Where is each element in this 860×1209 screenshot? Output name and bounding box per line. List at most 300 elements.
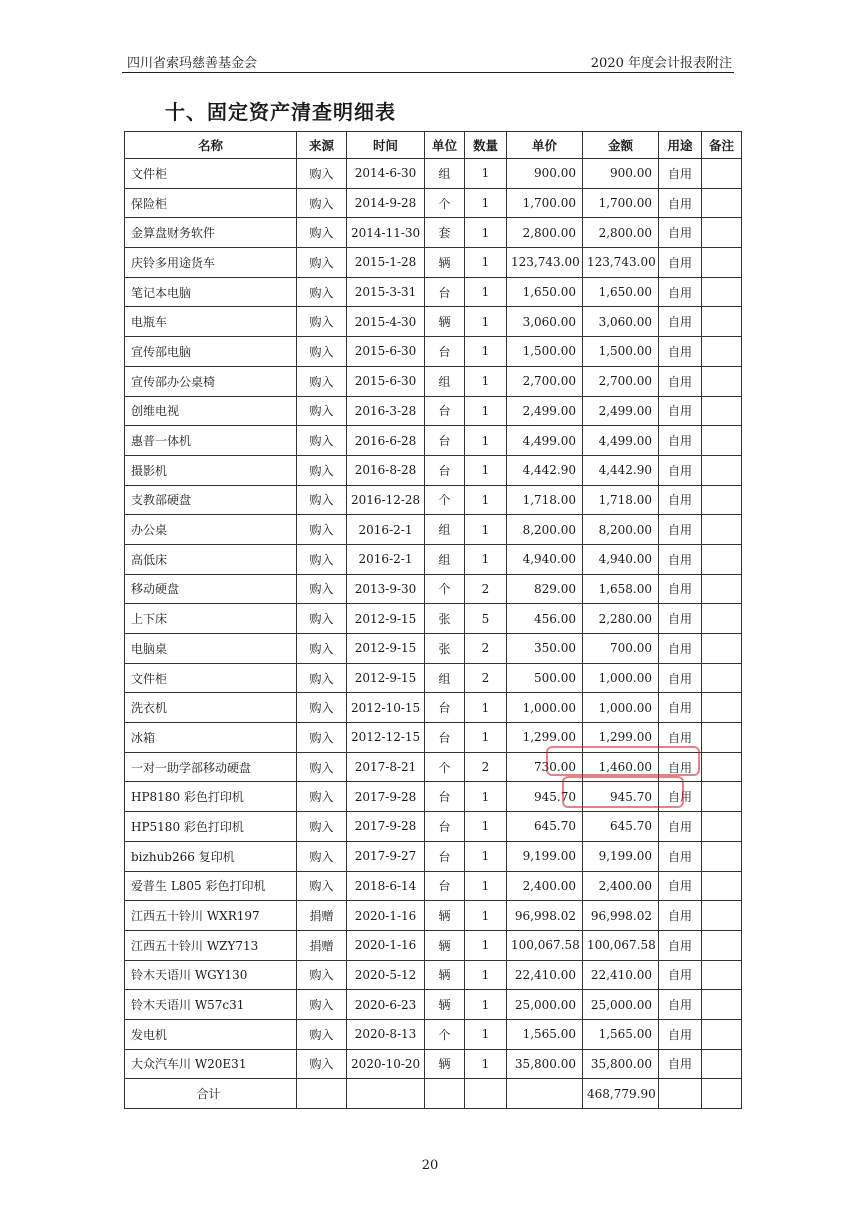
- cell-quantity: 1: [465, 871, 507, 901]
- cell-source: 购入: [297, 663, 347, 693]
- cell-date: 2015-6-30: [347, 337, 425, 367]
- cell-note: [702, 396, 742, 426]
- cell-quantity: 1: [465, 841, 507, 871]
- cell-source: 购入: [297, 159, 347, 189]
- cell-quantity: 1: [465, 396, 507, 426]
- cell-use: 自用: [659, 396, 702, 426]
- cell-source: 购入: [297, 990, 347, 1020]
- cell-amount: 945.70: [583, 782, 659, 812]
- cell-unit: 台: [425, 693, 465, 723]
- cell-price: 25,000.00: [507, 990, 583, 1020]
- cell-price: 3,060.00: [507, 307, 583, 337]
- cell-name: 爱普生 L805 彩色打印机: [125, 871, 297, 901]
- cell-quantity: 2: [465, 634, 507, 664]
- cell-use: 自用: [659, 337, 702, 367]
- cell-quantity: 5: [465, 604, 507, 634]
- cell-unit: 张: [425, 604, 465, 634]
- cell-source: 购入: [297, 812, 347, 842]
- cell-use: 自用: [659, 277, 702, 307]
- total-cell-empty: [297, 1079, 347, 1109]
- cell-price: 1,299.00: [507, 723, 583, 753]
- cell-price: 945.70: [507, 782, 583, 812]
- cell-name: 电瓶车: [125, 307, 297, 337]
- cell-source: 购入: [297, 455, 347, 485]
- cell-unit: 组: [425, 159, 465, 189]
- cell-amount: 1,460.00: [583, 752, 659, 782]
- section-title: 十、固定资产清查明细表: [165, 100, 396, 124]
- cell-quantity: 1: [465, 218, 507, 248]
- table-header-row: [125, 132, 742, 159]
- cell-source: 购入: [297, 841, 347, 871]
- total-cell-empty: [507, 1079, 583, 1109]
- cell-name: 笔记本电脑: [125, 277, 297, 307]
- cell-date: 2020-1-16: [347, 930, 425, 960]
- cell-source: 购入: [297, 277, 347, 307]
- table-row: [125, 1049, 742, 1079]
- column-header-use: 用途: [659, 132, 702, 159]
- cell-note: [702, 455, 742, 485]
- table-row: [125, 723, 742, 753]
- cell-amount: 4,499.00: [583, 426, 659, 456]
- cell-price: 1,700.00: [507, 188, 583, 218]
- cell-note: [702, 1019, 742, 1049]
- cell-price: 350.00: [507, 634, 583, 664]
- report-name: 2020 年度会计报表附注: [590, 56, 732, 71]
- table-row: [125, 960, 742, 990]
- total-label: 合计: [125, 1079, 297, 1109]
- cell-source: 购入: [297, 574, 347, 604]
- cell-source: 购入: [297, 1049, 347, 1079]
- cell-amount: 35,800.00: [583, 1049, 659, 1079]
- cell-source: 购入: [297, 218, 347, 248]
- cell-amount: 25,000.00: [583, 990, 659, 1020]
- cell-price: 22,410.00: [507, 960, 583, 990]
- cell-date: 2016-3-28: [347, 396, 425, 426]
- cell-date: 2013-9-30: [347, 574, 425, 604]
- column-header-date: 时间: [347, 132, 425, 159]
- cell-use: 自用: [659, 990, 702, 1020]
- cell-note: [702, 337, 742, 367]
- cell-use: 自用: [659, 841, 702, 871]
- cell-name: 宣传部电脑: [125, 337, 297, 367]
- table-row: [125, 366, 742, 396]
- total-cell-empty: [425, 1079, 465, 1109]
- table-row: [125, 841, 742, 871]
- cell-date: 2015-1-28: [347, 248, 425, 278]
- cell-quantity: 1: [465, 901, 507, 931]
- cell-name: 大众汽车川 W20E31: [125, 1049, 297, 1079]
- cell-note: [702, 515, 742, 545]
- cell-quantity: 1: [465, 426, 507, 456]
- cell-source: 购入: [297, 604, 347, 634]
- cell-unit: 个: [425, 1019, 465, 1049]
- cell-use: 自用: [659, 1019, 702, 1049]
- cell-amount: 2,280.00: [583, 604, 659, 634]
- cell-unit: 台: [425, 723, 465, 753]
- table-row: [125, 990, 742, 1020]
- cell-note: [702, 159, 742, 189]
- table-row: [125, 159, 742, 189]
- cell-name: 支教部硬盘: [125, 485, 297, 515]
- cell-name: 办公桌: [125, 515, 297, 545]
- cell-unit: 个: [425, 752, 465, 782]
- cell-amount: 2,700.00: [583, 366, 659, 396]
- cell-note: [702, 485, 742, 515]
- table-row: [125, 1019, 742, 1049]
- cell-note: [702, 841, 742, 871]
- cell-quantity: 1: [465, 277, 507, 307]
- total-cell-empty: [659, 1079, 702, 1109]
- cell-price: 730.00: [507, 752, 583, 782]
- column-header-quantity: 数量: [465, 132, 507, 159]
- cell-use: 自用: [659, 871, 702, 901]
- cell-unit: 个: [425, 188, 465, 218]
- cell-quantity: 1: [465, 485, 507, 515]
- table-row: [125, 663, 742, 693]
- cell-date: 2016-2-1: [347, 515, 425, 545]
- cell-source: 购入: [297, 1019, 347, 1049]
- cell-quantity: 1: [465, 188, 507, 218]
- cell-price: 96,998.02: [507, 901, 583, 931]
- cell-unit: 台: [425, 871, 465, 901]
- cell-use: 自用: [659, 634, 702, 664]
- cell-date: 2016-8-28: [347, 455, 425, 485]
- cell-source: 捐赠: [297, 930, 347, 960]
- cell-date: 2014-11-30: [347, 218, 425, 248]
- cell-amount: 900.00: [583, 159, 659, 189]
- cell-amount: 1,565.00: [583, 1019, 659, 1049]
- cell-date: 2015-3-31: [347, 277, 425, 307]
- cell-unit: 辆: [425, 1049, 465, 1079]
- cell-source: 购入: [297, 485, 347, 515]
- table-row: [125, 812, 742, 842]
- table-row: [125, 693, 742, 723]
- cell-unit: 张: [425, 634, 465, 664]
- header-rule: [122, 72, 734, 73]
- page-number: 20: [421, 1158, 439, 1173]
- cell-note: [702, 1049, 742, 1079]
- cell-date: 2017-8-21: [347, 752, 425, 782]
- cell-source: 购入: [297, 366, 347, 396]
- table-row: [125, 544, 742, 574]
- cell-quantity: 1: [465, 159, 507, 189]
- cell-use: 自用: [659, 960, 702, 990]
- table-row: [125, 782, 742, 812]
- cell-unit: 组: [425, 515, 465, 545]
- cell-date: 2020-6-23: [347, 990, 425, 1020]
- cell-use: 自用: [659, 366, 702, 396]
- cell-price: 2,800.00: [507, 218, 583, 248]
- cell-note: [702, 990, 742, 1020]
- cell-date: 2014-9-28: [347, 188, 425, 218]
- table-row: [125, 901, 742, 931]
- cell-source: 购入: [297, 782, 347, 812]
- cell-note: [702, 574, 742, 604]
- cell-name: 电脑桌: [125, 634, 297, 664]
- table-row: [125, 188, 742, 218]
- cell-use: 自用: [659, 723, 702, 753]
- fixed-asset-table: [124, 131, 742, 1109]
- cell-date: 2012-12-15: [347, 723, 425, 753]
- cell-unit: 个: [425, 485, 465, 515]
- cell-use: 自用: [659, 930, 702, 960]
- cell-note: [702, 782, 742, 812]
- cell-name: 移动硬盘: [125, 574, 297, 604]
- table-row: [125, 485, 742, 515]
- table-row: [125, 396, 742, 426]
- cell-price: 8,200.00: [507, 515, 583, 545]
- cell-name: 发电机: [125, 1019, 297, 1049]
- page-header: [127, 50, 732, 72]
- cell-source: 购入: [297, 871, 347, 901]
- cell-unit: 组: [425, 663, 465, 693]
- table-row: [125, 307, 742, 337]
- cell-use: 自用: [659, 455, 702, 485]
- cell-source: 捐赠: [297, 901, 347, 931]
- cell-quantity: 1: [465, 1019, 507, 1049]
- cell-price: 4,940.00: [507, 544, 583, 574]
- cell-note: [702, 634, 742, 664]
- cell-source: 购入: [297, 337, 347, 367]
- cell-unit: 台: [425, 455, 465, 485]
- cell-name: 创维电视: [125, 396, 297, 426]
- cell-use: 自用: [659, 1049, 702, 1079]
- column-header-note: 备注: [702, 132, 742, 159]
- cell-quantity: 1: [465, 1049, 507, 1079]
- cell-source: 购入: [297, 426, 347, 456]
- cell-quantity: 1: [465, 990, 507, 1020]
- cell-date: 2012-9-15: [347, 604, 425, 634]
- cell-source: 购入: [297, 396, 347, 426]
- table-row: [125, 455, 742, 485]
- cell-source: 购入: [297, 515, 347, 545]
- cell-price: 35,800.00: [507, 1049, 583, 1079]
- cell-quantity: 1: [465, 307, 507, 337]
- cell-name: 铃木天语川 W57c31: [125, 990, 297, 1020]
- cell-source: 购入: [297, 188, 347, 218]
- cell-name: 摄影机: [125, 455, 297, 485]
- cell-amount: 645.70: [583, 812, 659, 842]
- cell-price: 1,565.00: [507, 1019, 583, 1049]
- cell-use: 自用: [659, 515, 702, 545]
- cell-amount: 1,299.00: [583, 723, 659, 753]
- cell-quantity: 1: [465, 812, 507, 842]
- cell-date: 2017-9-27: [347, 841, 425, 871]
- cell-unit: 台: [425, 396, 465, 426]
- cell-note: [702, 693, 742, 723]
- cell-price: 1,000.00: [507, 693, 583, 723]
- cell-note: [702, 426, 742, 456]
- cell-unit: 台: [425, 812, 465, 842]
- cell-date: 2018-6-14: [347, 871, 425, 901]
- cell-source: 购入: [297, 634, 347, 664]
- total-row: [125, 1079, 742, 1109]
- cell-price: 2,400.00: [507, 871, 583, 901]
- cell-unit: 辆: [425, 307, 465, 337]
- cell-use: 自用: [659, 426, 702, 456]
- cell-note: [702, 366, 742, 396]
- cell-amount: 9,199.00: [583, 841, 659, 871]
- cell-date: 2012-10-15: [347, 693, 425, 723]
- cell-price: 1,650.00: [507, 277, 583, 307]
- table-row: [125, 337, 742, 367]
- cell-amount: 4,940.00: [583, 544, 659, 574]
- cell-price: 829.00: [507, 574, 583, 604]
- cell-quantity: 2: [465, 574, 507, 604]
- total-cell-empty: [347, 1079, 425, 1109]
- cell-quantity: 1: [465, 455, 507, 485]
- total-cell-empty: [702, 1079, 742, 1109]
- cell-date: 2016-6-28: [347, 426, 425, 456]
- cell-price: 123,743.00: [507, 248, 583, 278]
- cell-amount: 4,442.90: [583, 455, 659, 485]
- cell-amount: 1,650.00: [583, 277, 659, 307]
- cell-use: 自用: [659, 307, 702, 337]
- cell-note: [702, 663, 742, 693]
- cell-use: 自用: [659, 752, 702, 782]
- cell-source: 购入: [297, 693, 347, 723]
- cell-amount: 2,800.00: [583, 218, 659, 248]
- cell-use: 自用: [659, 574, 702, 604]
- cell-use: 自用: [659, 544, 702, 574]
- column-header-price: 单价: [507, 132, 583, 159]
- cell-use: 自用: [659, 485, 702, 515]
- cell-price: 900.00: [507, 159, 583, 189]
- cell-note: [702, 604, 742, 634]
- cell-name: 江西五十铃川 WXR197: [125, 901, 297, 931]
- cell-unit: 辆: [425, 990, 465, 1020]
- cell-quantity: 1: [465, 515, 507, 545]
- cell-date: 2014-6-30: [347, 159, 425, 189]
- cell-use: 自用: [659, 604, 702, 634]
- cell-note: [702, 248, 742, 278]
- cell-price: 2,499.00: [507, 396, 583, 426]
- cell-note: [702, 812, 742, 842]
- cell-use: 自用: [659, 218, 702, 248]
- cell-quantity: 1: [465, 693, 507, 723]
- cell-use: 自用: [659, 782, 702, 812]
- total-amount: 468,779.90: [583, 1079, 659, 1109]
- cell-amount: 100,067.58: [583, 930, 659, 960]
- table-row: [125, 752, 742, 782]
- cell-quantity: 1: [465, 723, 507, 753]
- cell-amount: 96,998.02: [583, 901, 659, 931]
- cell-amount: 1,718.00: [583, 485, 659, 515]
- column-header-unit: 单位: [425, 132, 465, 159]
- cell-name: 保险柜: [125, 188, 297, 218]
- cell-name: 上下床: [125, 604, 297, 634]
- cell-price: 1,718.00: [507, 485, 583, 515]
- cell-name: 宣传部办公桌椅: [125, 366, 297, 396]
- cell-note: [702, 901, 742, 931]
- cell-date: 2015-6-30: [347, 366, 425, 396]
- column-header-name: 名称: [125, 132, 297, 159]
- cell-unit: 台: [425, 426, 465, 456]
- cell-quantity: 1: [465, 337, 507, 367]
- cell-note: [702, 544, 742, 574]
- cell-unit: 台: [425, 841, 465, 871]
- cell-name: HP8180 彩色打印机: [125, 782, 297, 812]
- cell-source: 购入: [297, 723, 347, 753]
- cell-name: 文件柜: [125, 159, 297, 189]
- table-row: [125, 426, 742, 456]
- cell-unit: 台: [425, 277, 465, 307]
- cell-note: [702, 218, 742, 248]
- cell-use: 自用: [659, 188, 702, 218]
- cell-amount: 1,700.00: [583, 188, 659, 218]
- cell-price: 9,199.00: [507, 841, 583, 871]
- cell-amount: 1,500.00: [583, 337, 659, 367]
- cell-note: [702, 277, 742, 307]
- total-cell-empty: [465, 1079, 507, 1109]
- cell-unit: 个: [425, 574, 465, 604]
- cell-quantity: 1: [465, 782, 507, 812]
- table-row: [125, 248, 742, 278]
- cell-quantity: 1: [465, 960, 507, 990]
- cell-price: 4,442.90: [507, 455, 583, 485]
- cell-name: 洗衣机: [125, 693, 297, 723]
- cell-date: 2016-12-28: [347, 485, 425, 515]
- cell-use: 自用: [659, 693, 702, 723]
- cell-price: 1,500.00: [507, 337, 583, 367]
- cell-quantity: 1: [465, 366, 507, 396]
- cell-note: [702, 307, 742, 337]
- table-row: [125, 871, 742, 901]
- cell-name: 金算盘财务软件: [125, 218, 297, 248]
- cell-source: 购入: [297, 307, 347, 337]
- cell-date: 2016-2-1: [347, 544, 425, 574]
- table-row: [125, 515, 742, 545]
- column-header-amount: 金额: [583, 132, 659, 159]
- cell-date: 2015-4-30: [347, 307, 425, 337]
- cell-quantity: 2: [465, 752, 507, 782]
- cell-unit: 组: [425, 366, 465, 396]
- cell-amount: 123,743.00: [583, 248, 659, 278]
- table-row: [125, 277, 742, 307]
- cell-name: bizhub266 复印机: [125, 841, 297, 871]
- cell-price: 645.70: [507, 812, 583, 842]
- cell-unit: 套: [425, 218, 465, 248]
- cell-amount: 700.00: [583, 634, 659, 664]
- cell-amount: 1,000.00: [583, 663, 659, 693]
- cell-source: 购入: [297, 960, 347, 990]
- cell-amount: 1,000.00: [583, 693, 659, 723]
- cell-price: 100,067.58: [507, 930, 583, 960]
- cell-note: [702, 960, 742, 990]
- cell-date: 2020-1-16: [347, 901, 425, 931]
- cell-unit: 组: [425, 544, 465, 574]
- cell-note: [702, 752, 742, 782]
- cell-quantity: 2: [465, 663, 507, 693]
- cell-name: HP5180 彩色打印机: [125, 812, 297, 842]
- cell-note: [702, 871, 742, 901]
- cell-name: 江西五十铃川 WZY713: [125, 930, 297, 960]
- cell-date: 2020-10-20: [347, 1049, 425, 1079]
- cell-use: 自用: [659, 812, 702, 842]
- cell-note: [702, 723, 742, 753]
- cell-price: 4,499.00: [507, 426, 583, 456]
- cell-date: 2017-9-28: [347, 812, 425, 842]
- cell-price: 456.00: [507, 604, 583, 634]
- cell-amount: 22,410.00: [583, 960, 659, 990]
- cell-unit: 辆: [425, 248, 465, 278]
- organization-name: 四川省索玛慈善基金会: [127, 56, 258, 71]
- cell-name: 庆铃多用途货车: [125, 248, 297, 278]
- cell-price: 2,700.00: [507, 366, 583, 396]
- cell-amount: 8,200.00: [583, 515, 659, 545]
- cell-unit: 辆: [425, 901, 465, 931]
- cell-date: 2020-8-13: [347, 1019, 425, 1049]
